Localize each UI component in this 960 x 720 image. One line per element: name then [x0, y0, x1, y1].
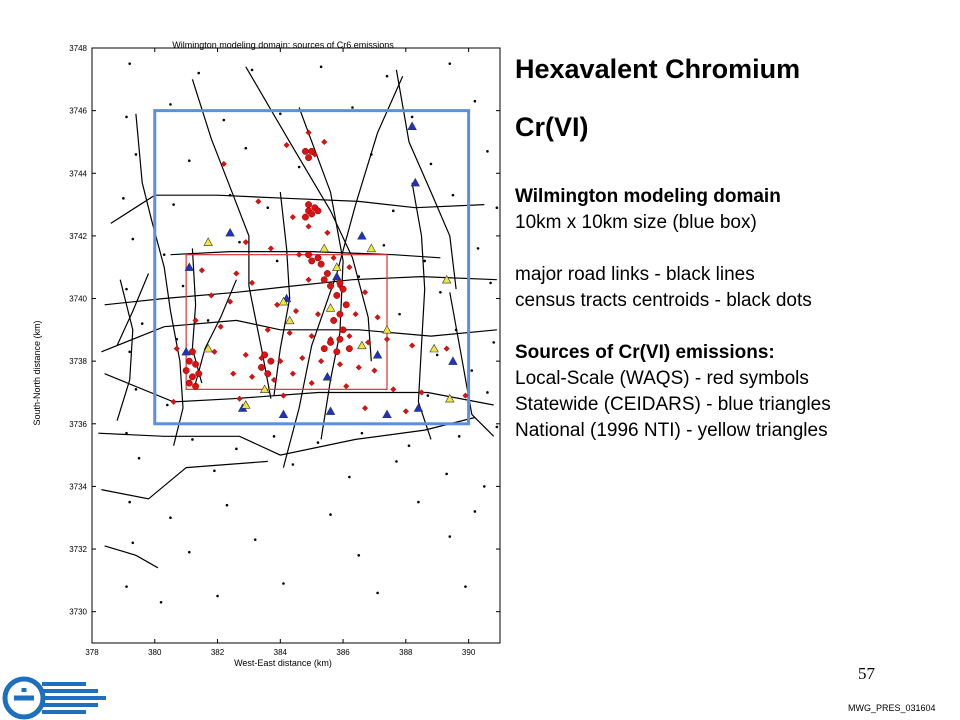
centroid-dot — [486, 391, 489, 394]
centroid-dot — [128, 501, 131, 504]
centroid-dot — [423, 260, 426, 263]
local-source-circle — [192, 361, 198, 367]
centroid-dot — [135, 388, 138, 391]
centroid-dot — [279, 112, 282, 115]
centroid-dot — [141, 322, 144, 325]
x-tick-label: 378 — [85, 648, 99, 657]
centroid-dot — [229, 194, 232, 197]
centroid-dot — [439, 291, 442, 294]
centroid-dot — [376, 592, 379, 595]
local-source-circle — [337, 280, 343, 286]
centroid-dot — [448, 535, 451, 538]
centroid-dot — [172, 203, 175, 206]
centroid-dot — [496, 426, 499, 429]
slide-title: Hexavalent Chromium — [515, 54, 801, 84]
y-axis-label: South-North distance (km) — [32, 320, 42, 426]
centroid-dot — [251, 69, 254, 72]
local-source-circle — [343, 302, 349, 308]
centroid-dot — [235, 448, 238, 451]
centroid-dot — [197, 72, 200, 75]
centroid-dot — [483, 485, 486, 488]
local-source-circle — [189, 374, 195, 380]
local-source-circle — [265, 370, 271, 376]
centroid-dot — [175, 338, 178, 341]
y-tick-label: 3736 — [69, 419, 87, 429]
x-tick-label: 380 — [148, 648, 162, 657]
centroid-dot — [395, 460, 398, 463]
centroid-dot — [474, 510, 477, 513]
centroid-dot — [357, 554, 360, 557]
centroid-dot — [464, 585, 467, 588]
local-source-circle — [334, 292, 340, 298]
centroid-dot — [188, 551, 191, 554]
local-source-circle — [196, 370, 202, 376]
centroid-dot — [455, 329, 458, 332]
local-source-circle — [308, 211, 314, 217]
local-source-circle — [315, 208, 321, 214]
centroid-dot — [169, 103, 172, 106]
centroid-dot — [188, 159, 191, 162]
centroid-dot — [169, 516, 172, 519]
centroid-dot — [160, 601, 163, 604]
centroid-dot — [370, 153, 373, 156]
local-source-circle — [337, 311, 343, 317]
centroid-dot — [128, 350, 131, 353]
centroid-dot — [244, 147, 247, 150]
y-tick-label: 3746 — [69, 106, 87, 116]
page-number: 57 — [858, 664, 875, 683]
centroid-dot — [163, 253, 166, 256]
local-source-circle — [324, 270, 330, 276]
centroid-dot — [266, 206, 269, 209]
local-source-circle — [302, 214, 308, 220]
centroid-dot — [436, 354, 439, 357]
centroid-dot — [470, 369, 473, 372]
local-source-circle — [302, 148, 308, 154]
local-source-circle — [337, 336, 343, 342]
x-tick-label: 386 — [336, 648, 350, 657]
local-source-circle — [321, 345, 327, 351]
centroid-dot — [427, 394, 430, 397]
x-tick-label: 388 — [399, 648, 413, 657]
centroid-dot — [282, 582, 285, 585]
sources-heading: Sources of Cr(VI) emissions: — [515, 342, 775, 363]
centroid-dot — [226, 504, 229, 507]
y-tick-label: 3738 — [69, 357, 87, 367]
y-tick-label: 3740 — [69, 294, 87, 304]
centroid-dot — [125, 288, 128, 291]
centroid-dot — [348, 476, 351, 479]
x-tick-label: 382 — [210, 648, 225, 657]
local-source-circle — [305, 251, 311, 257]
x-axis-label: West-East distance (km) — [234, 658, 332, 668]
centroid-dot — [166, 404, 169, 407]
centroid-dot — [474, 100, 477, 103]
local-source-circle — [334, 349, 340, 355]
statewide-sources-text: Statewide (CEIDARS) - blue triangles — [515, 394, 831, 415]
centroid-dot — [128, 62, 131, 65]
roads-legend-text: major road links - black lines — [515, 264, 755, 285]
centroid-dot — [477, 247, 480, 250]
centroid-dot — [408, 444, 411, 447]
centroid-dot — [392, 210, 395, 213]
centroid-dot — [276, 260, 279, 263]
centroid-dot — [125, 432, 128, 435]
local-source-circle — [268, 358, 274, 364]
local-sources-text: Local-Scale (WAQS) - red symbols — [515, 368, 809, 389]
local-source-circle — [305, 201, 311, 207]
local-source-circle — [346, 345, 352, 351]
centroid-dot — [361, 432, 364, 435]
local-source-circle — [305, 154, 311, 160]
local-source-circle — [340, 327, 346, 333]
domain-size-text: 10km x 10km size (blue box) — [515, 212, 757, 233]
centroid-dot — [298, 166, 301, 169]
local-source-circle — [327, 283, 333, 289]
centroid-dot — [430, 163, 433, 166]
local-source-circle — [318, 261, 324, 267]
chart-title: Wilmington modeling domain: sources of Cr6 emissions — [172, 40, 394, 50]
centroid-dot — [320, 65, 323, 68]
y-tick-label: 3730 — [69, 607, 87, 617]
centroid-dot — [135, 153, 138, 156]
wilmington-emissions-chart — [0, 30, 505, 680]
local-source-circle — [315, 255, 321, 261]
centroids-legend-text: census tracts centroids - black dots — [515, 290, 812, 311]
y-tick-label: 3744 — [69, 169, 87, 179]
y-tick-label: 3748 — [69, 44, 87, 53]
slide-title-formula: Cr(VI) — [515, 112, 589, 142]
local-source-circle — [192, 383, 198, 389]
centroid-dot — [317, 441, 320, 444]
local-source-circle — [186, 358, 192, 364]
centroid-dot — [411, 116, 414, 119]
domain-heading: Wilmington modeling domain — [515, 186, 781, 207]
centroid-dot — [191, 438, 194, 441]
centroid-dot — [351, 106, 354, 109]
local-source-circle — [186, 380, 192, 386]
centroid-dot — [125, 116, 128, 119]
centroid-dot — [254, 538, 257, 541]
company-logo-icon — [2, 676, 112, 720]
local-source-circle — [340, 286, 346, 292]
centroid-dot — [122, 197, 125, 200]
centroid-dot — [486, 150, 489, 153]
x-tick-label: 384 — [273, 648, 287, 657]
local-source-circle — [308, 148, 314, 154]
centroid-dot — [329, 513, 332, 516]
x-tick-label: 390 — [461, 648, 476, 657]
centroid-dot — [458, 435, 461, 438]
y-tick-label: 3742 — [69, 231, 87, 241]
centroid-dot — [207, 319, 210, 322]
centroid-dot — [216, 595, 219, 598]
slide-text-panel — [515, 52, 960, 444]
centroid-dot — [125, 585, 128, 588]
centroid-dot — [398, 313, 401, 316]
local-source-circle — [261, 352, 267, 358]
centroid-dot — [417, 501, 420, 504]
y-tick-label: 3732 — [69, 545, 87, 555]
document-id: MWG_PRES_031604 — [848, 703, 936, 713]
local-source-circle — [258, 364, 264, 370]
centroid-dot — [182, 285, 185, 288]
centroid-dot — [223, 119, 226, 122]
centroid-dot — [238, 241, 241, 244]
centroid-dot — [386, 75, 389, 78]
centroid-dot — [138, 457, 141, 460]
centroid-dot — [489, 282, 492, 285]
local-source-circle — [321, 277, 327, 283]
centroid-dot — [132, 238, 135, 241]
centroid-dot — [132, 541, 135, 544]
national-sources-text: National (1996 NTI) - yellow triangles — [515, 420, 828, 441]
centroid-dot — [213, 469, 216, 472]
local-source-circle — [308, 258, 314, 264]
local-source-circle — [327, 339, 333, 345]
local-source-circle — [183, 367, 189, 373]
centroid-dot — [383, 244, 386, 247]
centroid-dot — [496, 206, 499, 209]
local-source-circle — [330, 317, 336, 323]
centroid-dot — [273, 435, 276, 438]
centroid-dot — [292, 463, 295, 466]
centroid-dot — [445, 473, 448, 476]
centroid-dot — [492, 341, 495, 344]
local-source-circle — [189, 349, 195, 355]
centroid-dot — [357, 275, 360, 278]
centroid-dot — [448, 62, 451, 65]
y-tick-label: 3734 — [69, 482, 87, 492]
centroid-dot — [452, 194, 455, 197]
